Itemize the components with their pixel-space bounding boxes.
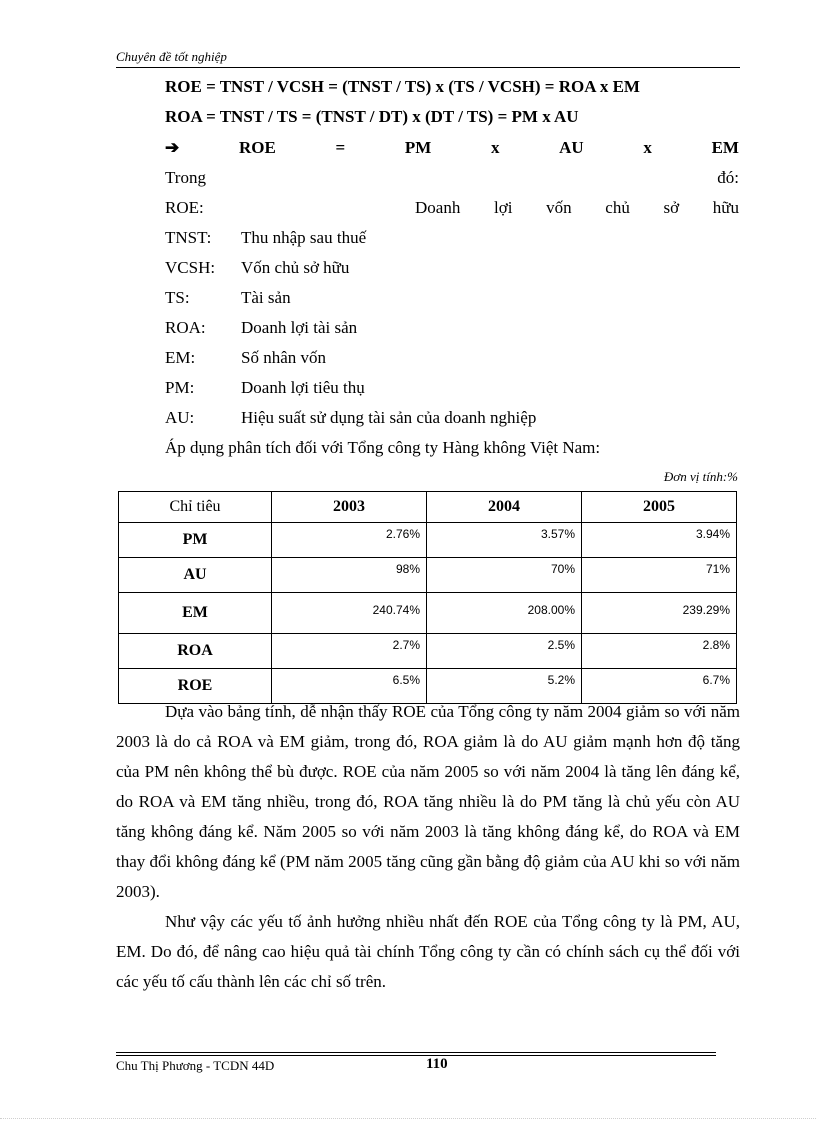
word: Doanh — [415, 198, 461, 217]
row-label: AU — [119, 558, 272, 593]
table-header-row — [119, 492, 737, 523]
word: lợi — [494, 198, 513, 217]
table-header: 2003 — [272, 492, 427, 523]
definition-term: ROE: — [165, 198, 204, 217]
definition-desc: Hiệu suất sử dụng tài sản của doanh nghiệp — [241, 408, 537, 427]
definition-term: ROA: — [165, 318, 206, 337]
analysis-paragraph: Dựa vào bảng tính, dễ nhận thấy ROE của Tổng công ty năm 2004 giảm so với năm 2003 là do cả ROA và EM giảm, trong đó, ROA giảm là do AU giảm mạnh hơn độ tăng của PM nên không thể bù được. ROE của năm 2005 so với năm 2004 là tăng lên đáng kể, do ROA và EM tăng nhiều, trong đó, ROA tăng nhiều là do PM tăng là chủ yếu còn AU tăng không đáng kể. Năm 2005 so với năm 2003 là tăng không đáng kể, do ROA và EM thay đổi không đáng kể (PM năm 2005 tăng cũng gần bằng độ giảm của AU khi so với năm 2003). — [116, 702, 740, 901]
row-label: EM — [119, 593, 272, 634]
page-number: 110 — [426, 1056, 448, 1072]
table-cell: 3.94% — [582, 523, 737, 558]
definition-desc: Số nhân vốn — [241, 348, 326, 367]
formula-token: AU — [559, 138, 584, 157]
table-row — [119, 523, 737, 558]
definition-item — [165, 408, 739, 428]
table-cell: 71% — [582, 558, 737, 593]
definition-item — [165, 348, 739, 368]
page-header-title: Chuyên đề tốt nghiệp — [116, 49, 227, 64]
table-cell: 70% — [427, 558, 582, 593]
table-cell: 2.8% — [582, 634, 737, 669]
footer-rule — [116, 1055, 716, 1056]
definition-term: AU: — [165, 408, 195, 427]
formula-token: x — [490, 138, 500, 157]
table-cell: 239.29% — [582, 593, 737, 634]
definition-term: EM: — [165, 348, 196, 367]
row-label: ROA — [119, 634, 272, 669]
trong-do-line — [165, 168, 739, 188]
table-cell: 2.7% — [272, 634, 427, 669]
table-cell: 2.5% — [427, 634, 582, 669]
word: sở — [663, 198, 680, 217]
formula-token: PM — [404, 138, 432, 157]
row-label: ROE — [119, 669, 272, 704]
definition-desc: Vốn chủ sở hữu — [241, 258, 350, 277]
indicator-table — [118, 491, 737, 704]
page-edge — [0, 1118, 816, 1119]
definition-desc: Doanh lợi tiêu thụ — [241, 378, 365, 397]
conclusion-paragraph: Như vậy các yếu tố ảnh hưởng nhiều nhất đến ROE của Tổng công ty là PM, AU, EM. Do đó, để nâng cao hiệu quả tài chính Tổng công ty cần có chính sách cụ thể đối với các yếu tố cấu thành lên các chỉ số trên. — [116, 912, 740, 991]
formula-token: x — [643, 138, 652, 157]
table-cell: 3.57% — [427, 523, 582, 558]
definition-item — [165, 258, 739, 278]
definition-item — [165, 228, 739, 248]
definition-item — [165, 318, 739, 338]
definition-term: VCSH: — [165, 258, 216, 277]
definition-term: TNST: — [165, 228, 212, 247]
header-rule — [116, 67, 740, 68]
footer-author: Chu Thị Phương - TCDN 44D — [116, 1058, 275, 1073]
word: hữu — [712, 198, 739, 217]
table-cell: 208.00% — [427, 593, 582, 634]
unit-label: Đơn vị tính:% — [663, 469, 738, 484]
definition-desc: Tài sản — [241, 288, 291, 307]
definition-term: TS: — [165, 288, 190, 307]
table-cell: 240.74% — [272, 593, 427, 634]
definition-term: PM: — [165, 378, 195, 397]
table-row — [119, 634, 737, 669]
intro-line: Áp dụng phân tích đối với Tổng công ty Hàng không Việt Nam: — [165, 438, 601, 457]
formula-dupont — [165, 138, 739, 158]
roe-definition — [165, 198, 739, 218]
table-cell: 6.7% — [582, 669, 737, 704]
table-row — [119, 558, 737, 593]
footer-rule — [116, 1052, 716, 1053]
formula-roe: ROE = TNST / VCSH = (TNST / TS) x (TS / VCSH) = ROA x EM — [165, 77, 640, 96]
definition-item — [165, 378, 739, 398]
word: đó: — [717, 168, 739, 187]
table-header: 2004 — [427, 492, 582, 523]
definition-desc: Thu nhập sau thuế — [241, 228, 367, 247]
table-row — [119, 593, 737, 634]
definition-desc — [415, 198, 739, 218]
table-cell: 98% — [272, 558, 427, 593]
formula-token: ROE — [238, 138, 276, 157]
definition-item — [165, 288, 739, 308]
formula-token: EM — [711, 138, 739, 157]
arrow-icon: ➔ — [165, 138, 180, 157]
table-header: Chỉ tiêu — [119, 492, 272, 523]
table-cell: 6.5% — [272, 669, 427, 704]
word: vốn — [546, 198, 572, 217]
formula-roa: ROA = TNST / TS = (TNST / DT) x (DT / TS) = PM x AU — [165, 107, 579, 126]
word: Trong — [165, 168, 206, 187]
table-cell: 2.76% — [272, 523, 427, 558]
table-cell: 5.2% — [427, 669, 582, 704]
word: chủ — [605, 198, 630, 217]
row-label: PM — [119, 523, 272, 558]
definition-desc: Doanh lợi tài sản — [241, 318, 358, 337]
formula-token: = — [335, 138, 346, 157]
table-header: 2005 — [582, 492, 737, 523]
